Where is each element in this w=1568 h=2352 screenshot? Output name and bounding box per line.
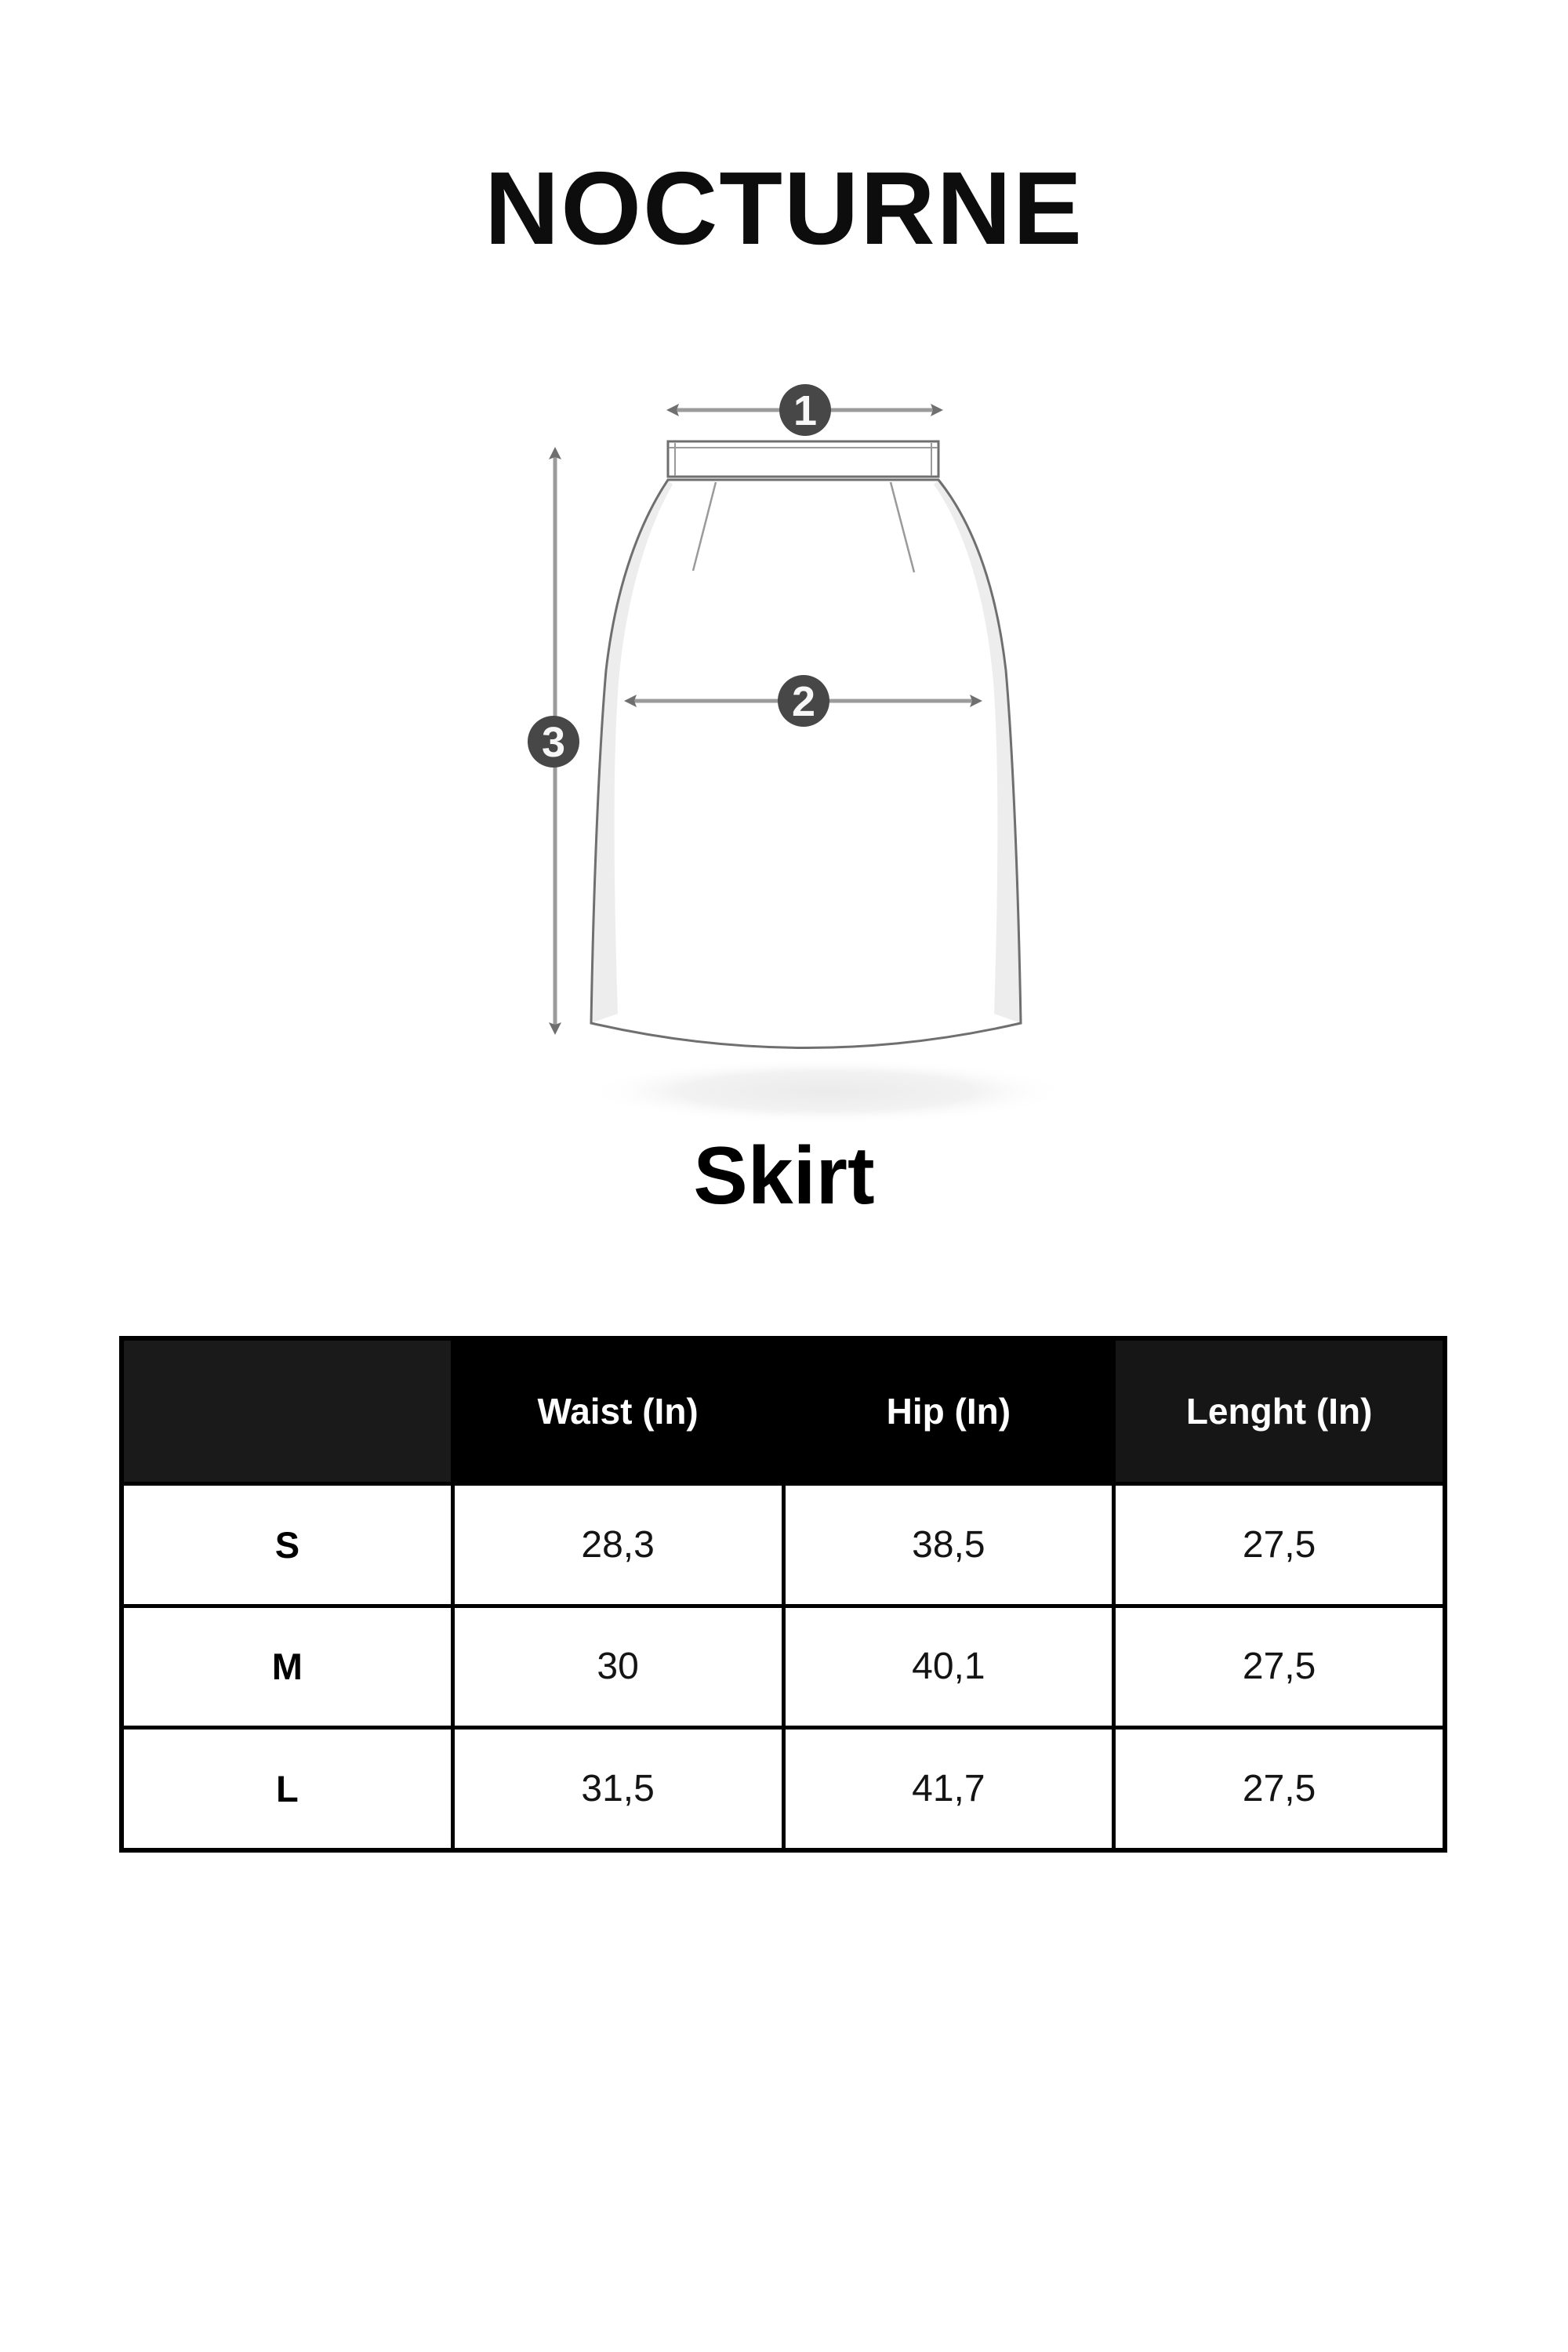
table-header-length: Lenght (In) [1116,1341,1443,1482]
table-header-hip: Hip (In) [786,1341,1112,1482]
length-value-m: 27,5 [1116,1608,1443,1726]
hem-shadow [584,1058,1070,1124]
waist-value-m: 30 [455,1608,782,1726]
length-value-s: 27,5 [1116,1486,1443,1604]
size-table [119,1336,1447,1853]
measurement-marker-1 [779,384,831,436]
product-title: Skirt [693,1131,875,1221]
table-header-waist: Waist (In) [455,1341,782,1482]
waist-value-s: 28,3 [455,1486,782,1604]
hip-value-s: 38,5 [786,1486,1112,1604]
hip-value-l: 41,7 [786,1730,1112,1848]
size-label-m: M [124,1608,451,1726]
measurement-badge-2-label: 2 [791,678,816,725]
waist-value-l: 31,5 [455,1730,782,1848]
skirt-measurement-diagram [470,345,1098,1129]
table-header-empty [124,1341,451,1482]
hip-value-m: 40,1 [786,1608,1112,1726]
length-value-l: 27,5 [1116,1730,1443,1848]
measurement-marker-3 [528,716,579,768]
waistband [668,441,938,477]
measurement-marker-2 [778,675,829,727]
measurement-badge-3-label: 3 [541,719,566,766]
size-label-l: L [124,1730,451,1848]
measurement-badge-1-label: 1 [793,387,818,434]
size-label-s: S [124,1486,451,1604]
skirt-body [591,480,1021,1048]
brand-logo: NOCTURNE [485,151,1083,266]
